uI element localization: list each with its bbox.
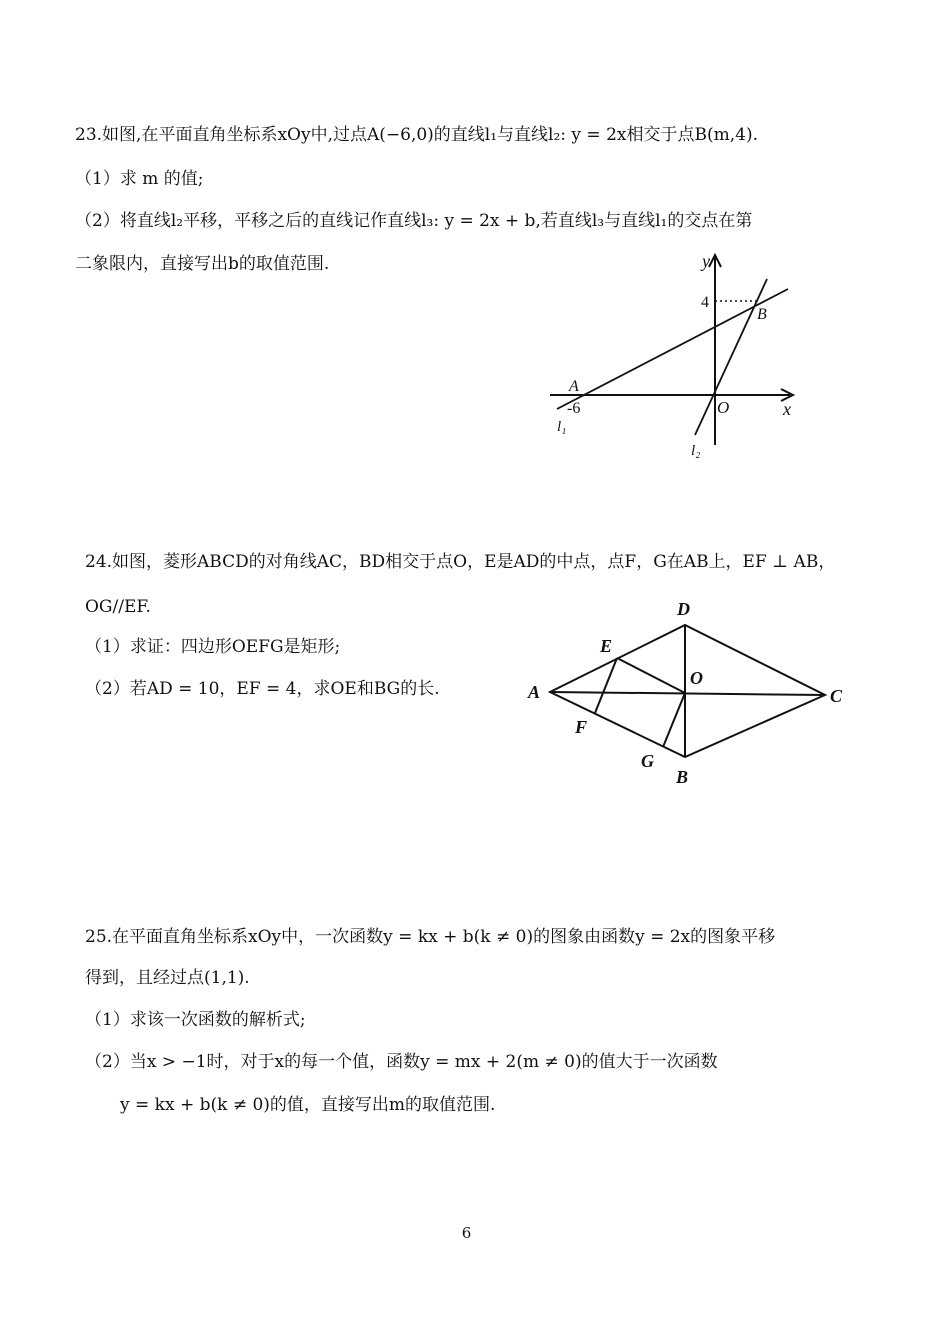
q25-part1: （1）求该一次函数的解析式; [85, 1010, 306, 1030]
q23-stem: 23.如图,在平面直角坐标系xOy中,过点A(−6,0)的直线l₁与直线l₂: y = 2x相交于点B(m,4). [75, 125, 758, 145]
q23-figure [545, 245, 815, 465]
label-point-a: A [569, 378, 579, 395]
label-y-axis: y [702, 251, 710, 271]
q24-stem-line2: OG//EF. [85, 597, 151, 617]
q25-part2-line1: （2）当x > −1时，对于x的每一个值，函数y = mx + 2(m ≠ 0)的值大于一次函数 [85, 1052, 718, 1072]
q24-stem-line1: 24.如图，菱形ABCD的对角线AC，BD相交于点O，E是AD的中点，点F，G在AB上，EF ⊥ AB， [85, 552, 836, 572]
label-e: E [600, 636, 613, 656]
q24-figure [520, 595, 860, 795]
page-number: 6 [461, 1224, 472, 1242]
q25-stem-line1: 25.在平面直角坐标系xOy中，一次函数y = kx + b(k ≠ 0)的图象由函数y = 2x的图象平移 [85, 927, 776, 947]
rhombus-abcd [550, 625, 825, 757]
q23-part2-line1: （2）将直线l₂平移，平移之后的直线记作直线l₃: y = 2x + b,若直线l₃与直线l₁的交点在第 [75, 211, 753, 231]
label-f: F [575, 717, 588, 737]
segment-ef [595, 658, 617, 713]
label-x-axis: x [783, 399, 791, 419]
segment-og [663, 693, 685, 747]
label-origin: O [717, 398, 730, 417]
q23-part2-line2: 二象限内，直接写出b的取值范围. [75, 254, 330, 274]
q24-part2: （2）若AD = 10，EF = 4，求OE和BG的长. [85, 679, 440, 699]
label-a: A [528, 682, 541, 702]
q24-part1: （1）求证：四边形OEFG是矩形; [85, 637, 341, 657]
segment-oe [617, 658, 685, 693]
q23-part1: （1）求 m 的值; [75, 169, 204, 189]
label-point-b: B [757, 306, 767, 323]
label-l1: l₁ [557, 419, 567, 435]
q25-stem-line2: 得到，且经过点(1,1). [85, 968, 250, 988]
label-d: D [677, 599, 690, 619]
label-tick-4: 4 [701, 294, 709, 311]
label-g: G [641, 751, 654, 771]
label-c: C [830, 686, 843, 706]
label-b: B [676, 767, 689, 787]
diagonal-ac [550, 692, 825, 695]
label-o: O [690, 668, 703, 688]
label-l2: l₂ [691, 443, 701, 459]
label-tick-neg6: -6 [567, 400, 581, 417]
q25-part2-line2: y = kx + b(k ≠ 0)的值，直接写出m的取值范围. [120, 1095, 496, 1115]
